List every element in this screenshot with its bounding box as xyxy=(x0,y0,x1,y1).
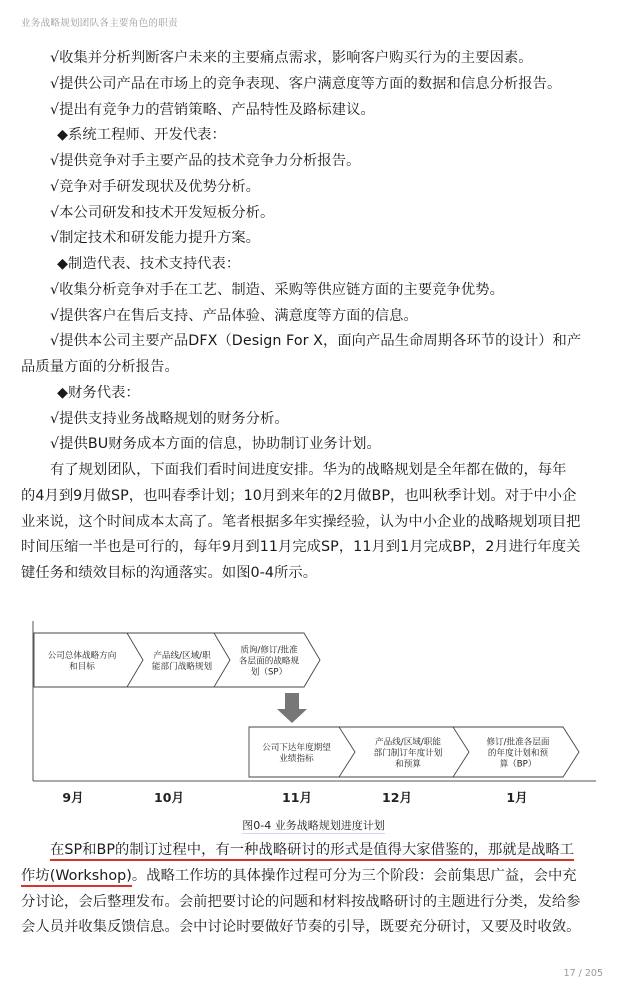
text-line: 品质量方面的分析报告。 xyxy=(21,359,179,375)
text-line: √提供公司产品在市场上的竞争表现、客户满意度等方面的数据和信息分析报告。 xyxy=(50,75,562,92)
paragraph-line xyxy=(21,838,606,864)
text-line: √提供竞争对手主要产品的技术竞争力分析报告。 xyxy=(50,153,361,169)
paragraph-line: 的4月到9月做SP，也叫春季计划；10月到来年的2月做BP，也叫秋季计划。对于中小企 xyxy=(21,487,577,504)
down-arrow-icon xyxy=(277,693,307,723)
bottom-phase-label: 修订/批准各层面 xyxy=(486,737,550,748)
bottom-phase-label: 部门制订年度计划 xyxy=(373,748,443,759)
bottom-phase-label: 产品线/区域/职能 xyxy=(375,737,441,748)
bottom-phase-label: 和预算 xyxy=(395,759,421,770)
schedule-figure xyxy=(21,605,606,832)
month-tick-label: 9月 xyxy=(62,790,84,805)
paragraph-line: 有了规划团队，下面我们看时间进度安排。华为的战略规划是全年都在做的，每年 xyxy=(50,462,567,478)
text-line: √提供支持业务战略规划的财务分析。 xyxy=(50,410,289,427)
month-tick-label: 12月 xyxy=(382,790,412,805)
top-phase-label: 公司总体战略方向 xyxy=(47,651,117,661)
text-line: √提出有竞争力的营销策略、产品特性及路标建议。 xyxy=(50,101,375,118)
paragraph-line xyxy=(21,864,606,890)
highlighted-text: 作坊(Workshop) xyxy=(21,868,132,887)
month-tick-label: 1月 xyxy=(506,790,528,805)
figure-caption xyxy=(21,817,606,833)
figure-caption-text: 图0-4 业务战略规划进度计划 xyxy=(242,819,385,832)
top-phase-label: 质询/修订/批准 xyxy=(240,645,298,656)
text-line: √竞争对手研发现状及优势分析。 xyxy=(50,178,261,195)
top-phase-label: 各层面的战略规 xyxy=(238,656,300,667)
body-text xyxy=(21,46,606,587)
month-tick-label: 11月 xyxy=(282,790,312,805)
bottom-phase-label: 算（BP） xyxy=(499,759,537,770)
running-title: 业务战略规划团队各主要角色的职责 xyxy=(21,18,178,29)
text-line: √收集分析竞争对手在工艺、制造、采购等供应链方面的主要竞争优势。 xyxy=(50,281,504,298)
text-line: √提供BU财务成本方面的信息，协助制订业务计划。 xyxy=(50,436,381,453)
paragraph-line: 键任务和绩效目标的沟通落实。如图0-4所示。 xyxy=(21,565,318,581)
top-phase-label: 能部门战略规划 xyxy=(151,662,213,672)
text-line: √提供客户在售后支持、产品体验、满意度等方面的信息。 xyxy=(50,307,418,324)
paragraph-line: 业来说，这个时间成本太高了。笔者根据多年实操经验，认为中小企业的战略规划项目把 xyxy=(21,513,581,530)
top-phase-label: 产品线/区域/职 xyxy=(153,651,211,661)
bottom-phase-label: 业绩指标 xyxy=(279,754,314,764)
text-line: √本公司研发和技术开发短板分析。 xyxy=(50,204,275,221)
role-heading: ◆系统工程师、开发代表： xyxy=(57,127,226,144)
paragraph-line: 时间压缩一半也是可行的，每年9月到11月完成SP，11月到1月完成BP，2月进行年度关 xyxy=(21,539,581,556)
bottom-phase-label: 公司下达年度期望 xyxy=(262,743,331,753)
bottom-phase-label: 的年度计划和预 xyxy=(487,748,549,759)
role-heading: ◆财务代表： xyxy=(57,384,140,401)
text-line: √收集并分析判断客户未来的主要痛点需求，影响客户购买行为的主要因素。 xyxy=(50,50,533,66)
plain-text: 。战略工作坊的具体操作过程可分为三个阶段：会前集思广益，会中充 xyxy=(131,867,577,884)
role-heading: ◆制造代表、技术支持代表： xyxy=(57,256,241,272)
timeline-diagram xyxy=(21,605,606,815)
month-tick-label: 10月 xyxy=(154,790,184,805)
text-line: √制定技术和研发能力提升方案。 xyxy=(50,230,261,247)
highlighted-text: 在SP和BP的制订过程中，有一种战略研讨的形式是值得大家借鉴的，那就是战略工 xyxy=(50,842,574,861)
paragraph-line: 分讨论，会后整理发布。会前把要讨论的问题和材料按战略研讨的主题进行分类，发给参 xyxy=(21,893,581,910)
text-line: √提供本公司主要产品DFX（Design For X，面向产品生命周期各环节的设计）和产 xyxy=(50,333,582,350)
top-phase-label: 和目标 xyxy=(69,662,95,672)
paragraph-line: 会人员并收集反馈信息。会中讨论时要做好节奏的引导，既要充分研讨，又要及时收敛。 xyxy=(21,919,581,936)
top-phase-label: 划（SP） xyxy=(250,667,288,678)
body-text-continued xyxy=(21,838,606,941)
page-number: 17 / 205 xyxy=(563,968,603,979)
